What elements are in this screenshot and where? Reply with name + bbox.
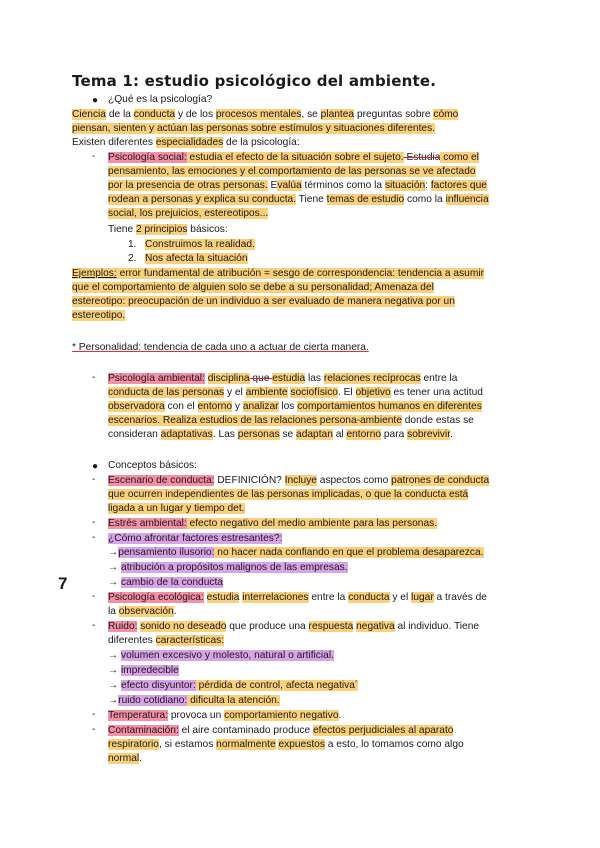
- contaminacion-line-2: respiratorio, si estamos normalmente expuestos a esto, lo tomamos como algo: [108, 739, 464, 750]
- bullet-dash: -: [92, 591, 96, 602]
- examples-line-4: estereotipo.: [72, 310, 126, 321]
- afrontar-item-3: → cambio de la conducta: [108, 577, 223, 588]
- social-line-1: Psicología social: estudia el efecto de la situación sobre el sujeto. Estudia como el: [108, 152, 479, 163]
- ambiental-line-4: escenarios. Realiza estudios de las relaciones persona-ambiente donde estas se: [108, 415, 474, 426]
- bullet-dash: -: [92, 474, 96, 485]
- bullet-dot: ●: [92, 461, 99, 472]
- ruido-item-1: → volumen excesivo y molesto, natural o artificial.: [108, 650, 334, 661]
- social-line-5: social, los prejuicios, estereotipos...: [108, 208, 269, 219]
- principle-2: 2. Nos afecta la situación: [128, 253, 248, 264]
- bullet-dash: -: [92, 372, 96, 383]
- principles-line: Tiene 2 principios básicos:: [108, 224, 228, 235]
- question-line: ¿Qué es la psicología?: [108, 94, 213, 105]
- bullet-dash: -: [92, 532, 96, 543]
- side-number: 7: [58, 574, 68, 593]
- ruido-line-1: Ruido: sonido no deseado que produce una respuesta negativa al individuo. Tiene: [108, 621, 480, 632]
- ambiental-line-5: consideran adaptativas. Las personas se adaptan al entorno para sobrevivir.: [108, 429, 453, 440]
- bullet-dot: ●: [92, 95, 99, 106]
- ambiental-line-1: Psicología ambiental: disciplina que estudia las relaciones recíprocas entre la: [108, 373, 458, 384]
- page-title: Tema 1: estudio psicológico del ambiente.: [72, 72, 437, 90]
- social-line-2: pensamiento, las emociones y el comportamiento de las personas se ve afectado: [108, 166, 476, 177]
- escenario-line-3: ligada a un lugar y tiempo det.: [108, 503, 245, 514]
- bullet-dash: -: [92, 151, 96, 162]
- bullet-dash: -: [92, 517, 96, 528]
- bullet-dash: -: [92, 709, 96, 720]
- personality-note: * Personalidad: tendencia de cada uno a actuar de cierta manera.: [72, 342, 369, 353]
- examples-line-3: estereotipo: preocupación de un individuo a ser evaluado de manera negativa por un: [72, 296, 455, 307]
- specialties-line: Existen diferentes especialidades de la psicología:: [72, 137, 300, 148]
- ruido-item-4: →ruido cotidiano: dificulta la atención.: [108, 695, 280, 706]
- ecologica-line-1: Psicología ecológica: estudia interrelaciones entre la conducta y el lugar a través de: [108, 592, 487, 603]
- bullet-dash: -: [92, 724, 96, 735]
- bullet-dash: -: [92, 620, 96, 631]
- definition-line-2: piensan, sienten y actúan las personas sobre estímulos y situaciones diferentes.: [72, 123, 435, 134]
- social-line-4: rodean a personas y explica su conducta. Tiene temas de estudio como la influencia: [108, 194, 489, 205]
- contaminacion-line-1: Contaminación: el aire contaminado produce efectos perjudiciales al aparato: [108, 725, 454, 736]
- contaminacion-line-3: normal.: [108, 753, 142, 764]
- estres-line: Estrés ambiental: efecto negativo del medio ambiente para las personas.: [108, 518, 438, 529]
- ambiental-line-3: observadora con el entorno y analizar los comportamientos humanos en diferentes: [108, 401, 482, 412]
- ruido-line-2: diferentes características:: [108, 635, 225, 646]
- definition-line-1: Ciencia de la conducta y de los procesos mentales, se plantea preguntas sobre cómo: [72, 109, 459, 120]
- afrontar-item-1: →pensamiento ilusorio: no hacer nada confiando en que el problema desaparezca.: [108, 547, 484, 558]
- ecologica-line-2: la observación.: [108, 606, 177, 617]
- concepts-heading: Conceptos básicos:: [108, 460, 197, 471]
- examples-line-2: que el comportamiento de alguien solo se debe a su personalidad; Amenaza del: [72, 282, 434, 293]
- temperatura-line: Temperatura: provoca un comportamiento negativo.: [108, 710, 342, 721]
- escenario-line-1: Escenario de conducta: DEFINICIÓN? Incluye aspectos como patrones de conducta: [108, 475, 490, 486]
- ambiental-line-2: conducta de las personas y el ambiente sociofísico. El objetivo es tener una actitud: [108, 387, 483, 398]
- examples-line-1: Ejemplos: error fundamental de atribución = sesgo de correspondencia: tendencia a asumir: [72, 268, 484, 279]
- escenario-line-2: que ocurren independientes de las personas implicadas, o que la conducta está: [108, 489, 469, 500]
- ruido-item-2: → impredecible: [108, 665, 179, 676]
- ruido-item-3: → efecto disyuntor: pérdida de control, afecta negativa´: [108, 680, 359, 691]
- afrontar-heading: ¿Cómo afrontar factores estresantes?:: [108, 533, 283, 544]
- afrontar-item-2: → atribución a propósitos malignos de las empresas.: [108, 562, 348, 573]
- social-line-3: por la presencia de otras personas. Evalúa términos como la situación: factores que: [108, 180, 487, 191]
- principle-1: 1. Construimos la realidad.: [128, 239, 255, 250]
